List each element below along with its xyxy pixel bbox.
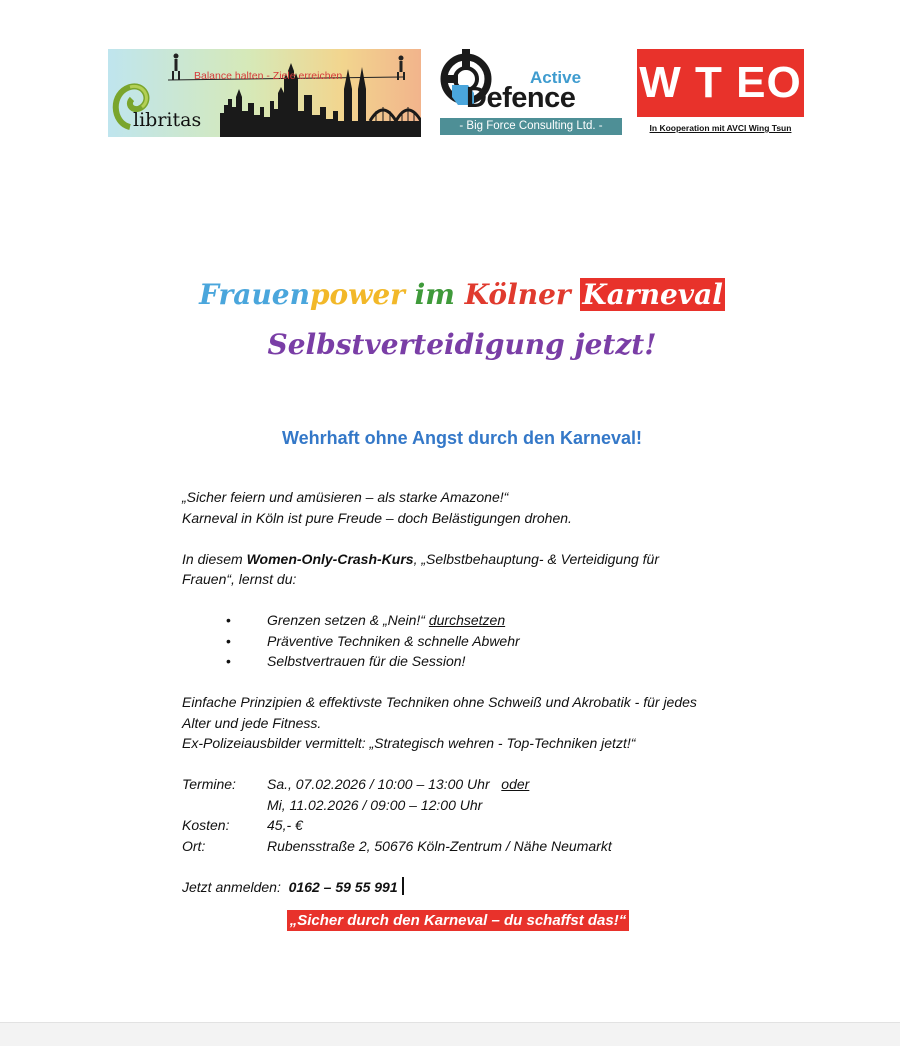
ort-label: Ort: [182,837,206,854]
defence-active-text: Active [530,68,582,87]
course-suffix: , „Selbstbehauptung- & Verteidigung für [413,550,659,567]
subtitle: Wehrhaft ohne Angst durch den Karneval! [281,428,643,448]
list-item [182,610,782,631]
termin-oder: oder [501,776,530,792]
learning-list [182,610,782,672]
headline-frauen: Frauen [199,278,310,311]
principles-line-3: Ex-Polizeiausbilder vermittelt: „Strategisch wehren - Top-Techniken jetzt!“ [182,735,636,751]
list-item: • Selbstvertrauen für die Session! [182,651,782,672]
wteo-logo [637,49,805,139]
kosten-label: Kosten: [182,817,230,833]
active-defence-logo [438,49,622,137]
headline-im: im [414,278,455,311]
kosten-row [182,815,782,836]
intro-quote: „Sicher feiern und amüsieren – als starke Amazone!“ [182,489,509,505]
viewer-bottom-bar [0,1022,900,1046]
principles-line-2: Alter und jede Fitness. [182,714,322,731]
termin-2: Mi, 11.02.2026 / 09:00 – 12:00 Uhr [267,796,483,813]
principles-line-1: Einfache Prinzipien & effektivste Techniken ohne Schweiß und Akrobatik - für jedes [182,694,697,710]
bullet-1-underlined: durchsetzen [428,612,506,628]
course-name: Women-Only-Crash-Kurs [246,550,414,567]
body-text [182,487,782,897]
signup-line [182,877,782,898]
list-item: • Präventive Techniken & schnelle Abwehr [182,631,782,652]
headline-line-2: Selbstverteidigung jetzt! [267,328,657,361]
course-line-2: Frauen“, lernst du: [182,571,297,587]
defence-tagline-bar: - Big Force Consulting Ltd. - [440,118,622,135]
wteo-subline: In Kooperation mit AVCI Wing Tsun [649,123,792,133]
course-prefix: In diesem [182,550,247,567]
termine-row [182,774,782,795]
defence-wordmark: Defence [466,82,576,114]
libritas-logo [108,49,421,137]
libritas-slogan: Balance halten - Ziele erreichen [194,70,343,82]
headline-karneval: Karneval [582,278,723,311]
wteo-letters: W T EO [637,49,804,117]
headline-line-1 [0,266,900,324]
libritas-wordmark: libritas [133,109,202,131]
signup-phone: 0162 – 59 55 991 [288,878,398,895]
ort-row [182,836,782,857]
headline-power: power [309,278,405,311]
headline-koelner: Kölner [464,278,571,311]
termin-1 [267,774,529,795]
text-cursor [402,877,404,895]
course-line-1 [182,549,782,570]
closing-slogan [0,910,900,929]
ort-value: Rubensstraße 2, 50676 Köln-Zentrum / Nähe Neumarkt [267,837,612,854]
closing-slogan-text: „Sicher durch den Karneval – du schaffst das!“ [287,910,630,931]
signup-label: Jetzt anmelden: [182,878,281,895]
kosten-value: 45,- € [267,817,303,833]
intro-line: Karneval in Köln ist pure Freude – doch Belästigungen drohen. [182,509,572,526]
termin-1-text: Sa., 07.02.2026 / 10:00 – 13:00 Uhr [267,776,490,792]
bullet-1-text: Grenzen setzen & „Nein!“ [267,612,429,628]
termine-label: Termine: [182,776,236,792]
termin-2-row [182,795,782,816]
